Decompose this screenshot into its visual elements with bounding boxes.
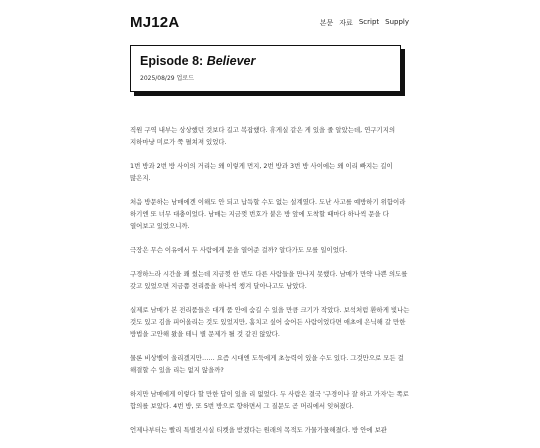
article-paragraph: 처음 방문하는 남매에겐 이해도 안 되고 납득할 수도 없는 설계였다. 도난 사고를 예방하기 위함이라 하기엔 또 너무 대충이었다. 남매는 지금껏 번호가 붙은 방 앞에 도착할 때마다 하나씩 문을 다 열어보고 있었으니까. [130,198,406,230]
article-paragraph: 물론 비상벨이 울리겠지만…… 요즘 시대엔 도둑에게 초능력이 있을 수도 있다. 그것만으로 모든 걸 해결할 수 있을 리는 없지 않을까? [130,354,404,374]
article-paragraph: 실제로 남매가 본 전리품들은 대개 품 안에 숨길 수 있을 만큼 크기가 작았다. 보석처럼 환하게 빛나는 것도 있고 김을 피어올리는 것도 있었지만, 훔치고 싶어 숨어든 사람이었다면 애초에 은닉해 갈 만한 방법을 고안해 왔을 테니 별 문제가 될 것 같진 않았다. [130,306,410,338]
article-paragraph: 직원 구역 내부는 상상했던 것보다 길고 복잡했다. 휴게실 같은 게 있을 줄 알았는데, 연구기지의 지하마냥 미로가 쭉 펼쳐져 있었다. [130,126,396,146]
article-paragraph: 하지만 남매에게 이렇다 할 만한 답이 있을 리 없었다. 두 사람은 결국 '구경이나 잘 하고 가자'는 쪽로 합의를 보았다. 4번 방, 또 5번 방으로 향하면서 그 질문도 곧 머리에서 잊혀졌다. [130,390,409,410]
post-header-card [130,45,401,92]
nav-link-resources[interactable]: 자료 [339,19,353,27]
post-title-emphasis: Believer [206,54,256,68]
article-paragraph: 언제나부터는 빨리 특별전시실 티켓을 받겠다는 원래의 목적도 가물가물해졌다. 방 안에 보관 [130,426,387,434]
nav-link-main[interactable]: 본문 [319,19,334,27]
post-date: 2025/08/29 업로드 [140,75,194,82]
post-title [140,54,255,68]
article-paragraph: 극장은 무슨 이유에서 두 사람에게 문을 열어준 걸까? 알다가도 모를 일이었다. [130,246,348,254]
nav-link-supply[interactable]: Supply [385,18,409,26]
site-title[interactable]: MJ12A [130,14,180,31]
article-body [130,124,412,448]
nav-link-script[interactable]: Script [358,18,380,26]
article-paragraph: 구경하느라 시간을 꽤 썼는데 지금껏 한 번도 다른 사람들을 만나지 못했다. 남매가 만약 나쁜 의도를 갖고 있었으면 지금쯤 전리품을 하나씩 챙겨 달아나고도 남았다. [130,270,408,290]
post-title-prefix: Episode 8: [140,54,207,68]
article-paragraph: 1번 방과 2번 방 사이의 거리는 왜 이렇게 먼지, 2번 방과 3번 방 사이에는 왜 이리 빠지는 길이 많은지. [130,162,393,182]
top-nav [320,18,409,28]
